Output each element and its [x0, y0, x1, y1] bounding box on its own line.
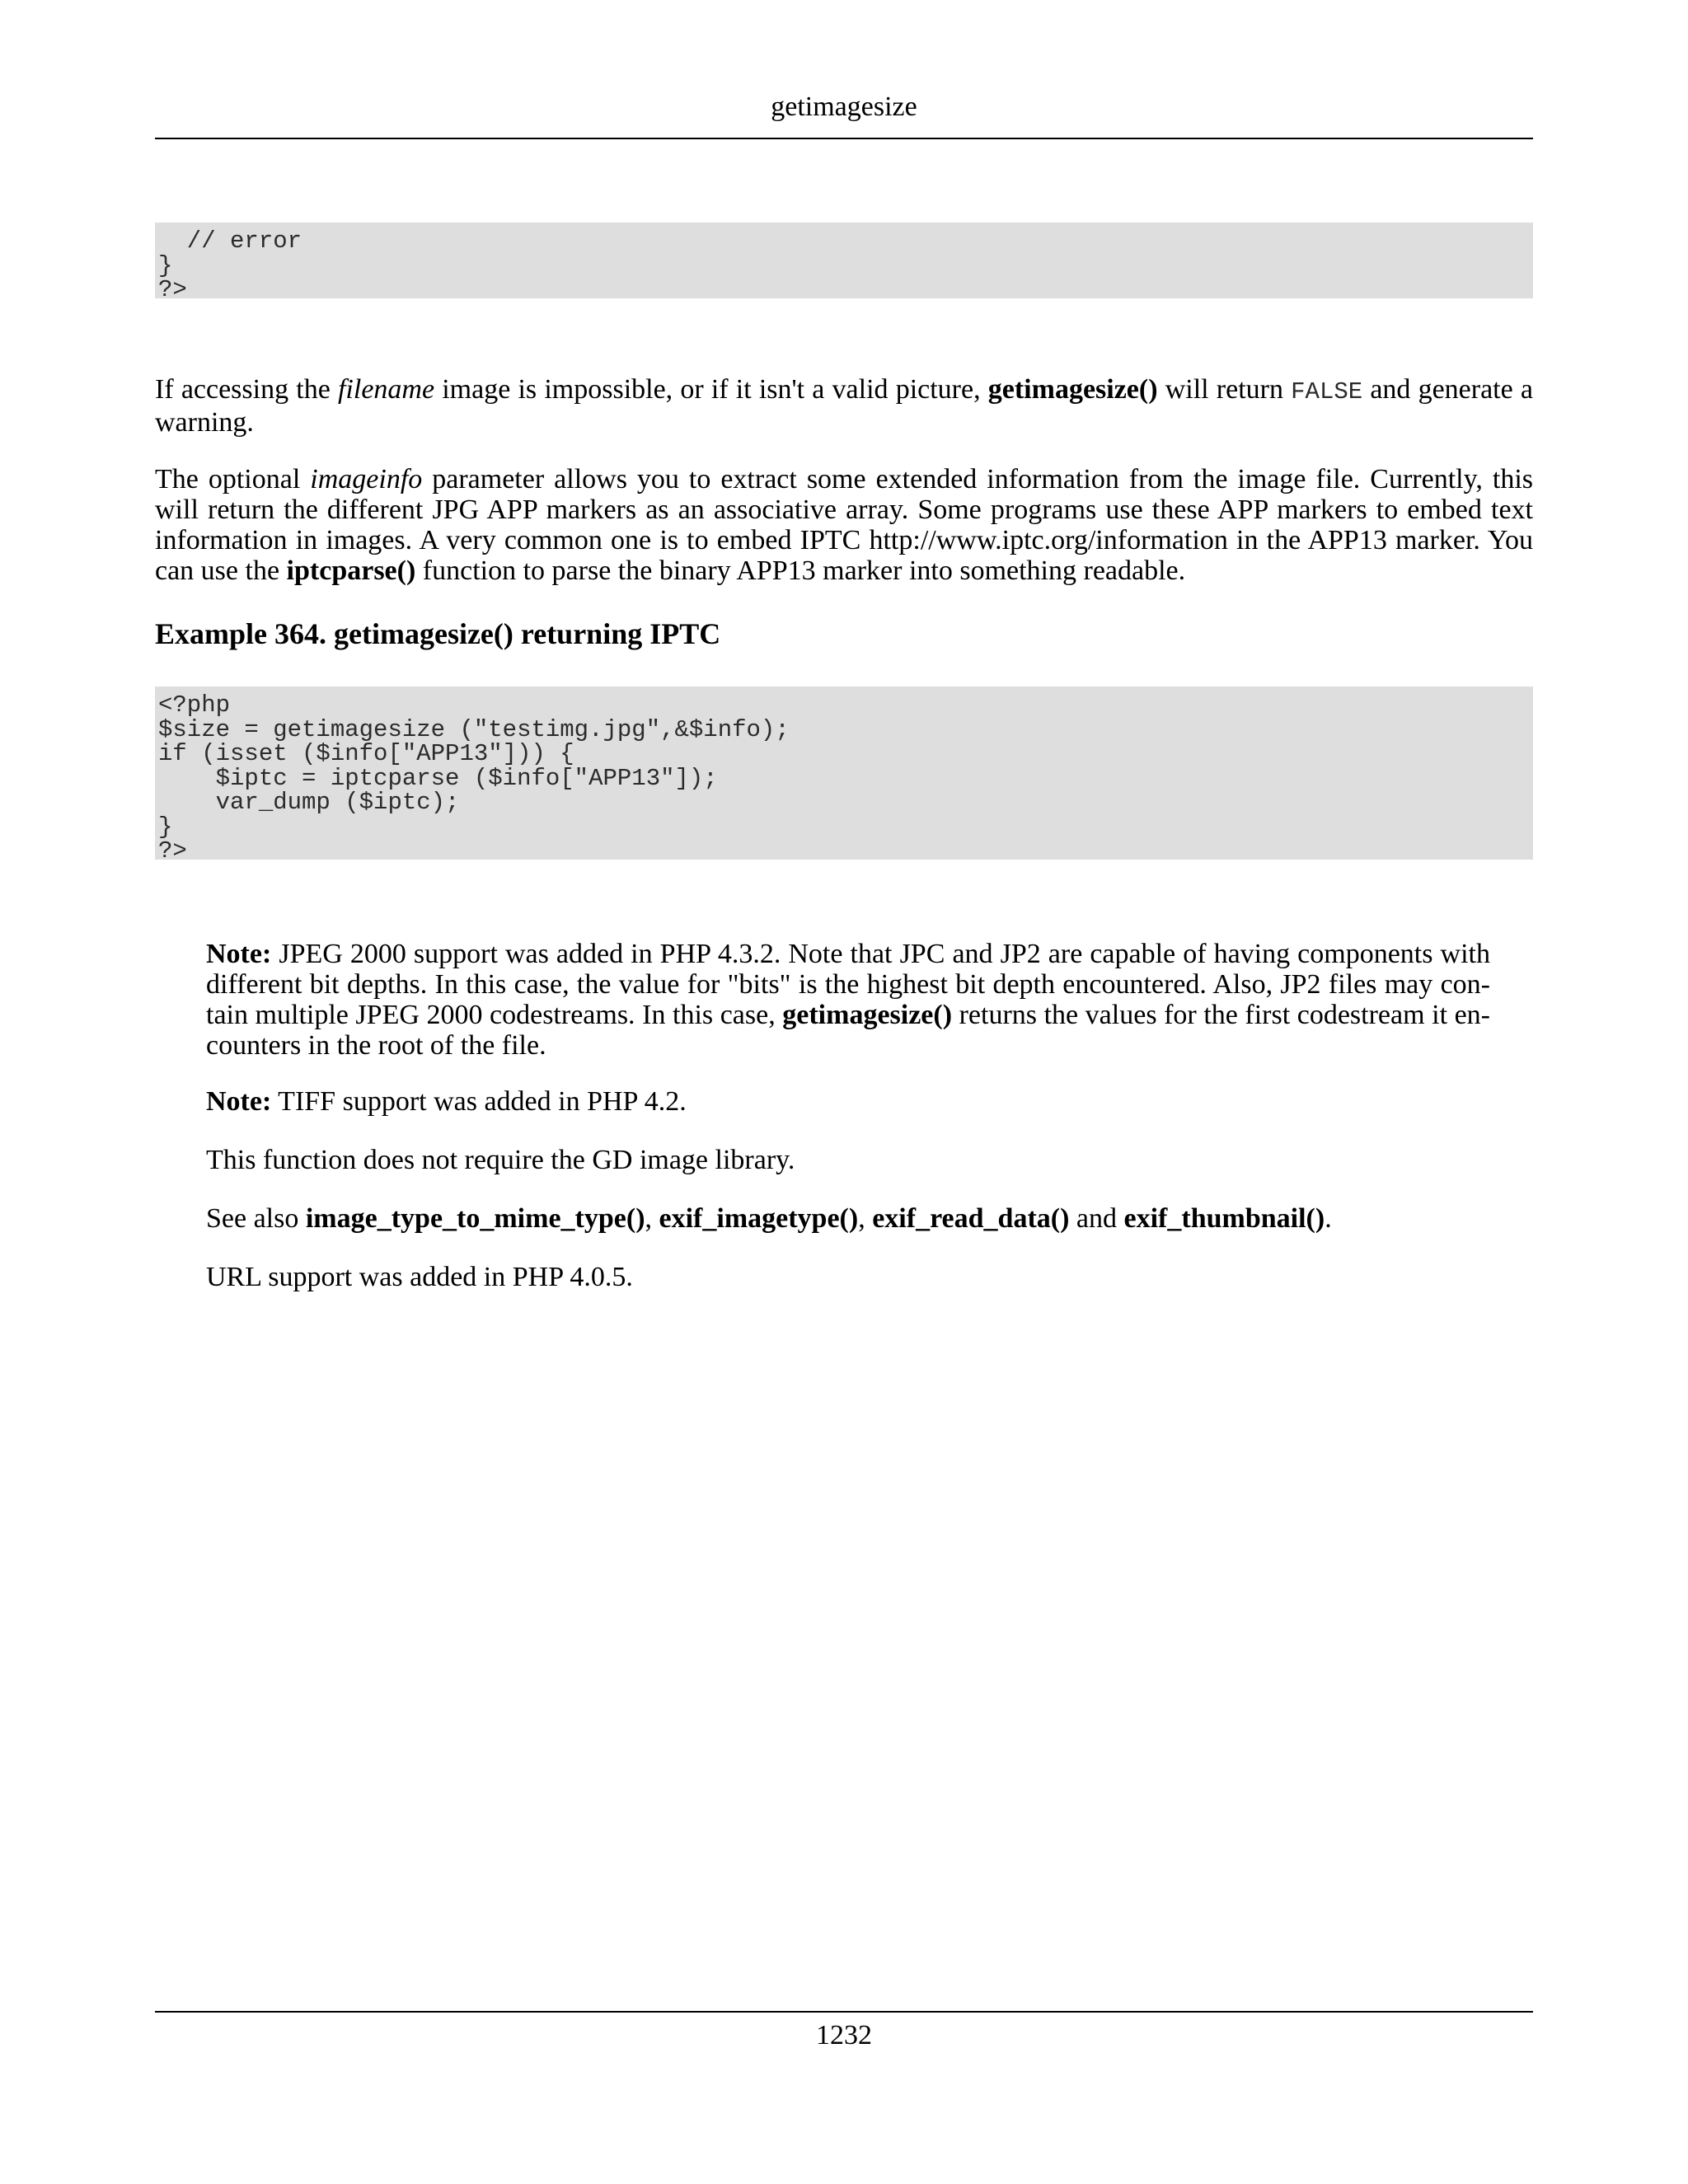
text-span: parameter allows you to extract some extended information from the image file. Currently, this will return the different JPG APP markers as an associative array. Some programs use these APP markers to embed text information in images. A very common one is to embed IPTC http://www.iptc.org/information in the APP13 marker. You can use the	[155, 464, 1533, 586]
text-span: returns the values for the first codestream it encounters in the root of the file.	[206, 1000, 1490, 1061]
code-block-error: // error } ?>	[155, 223, 1533, 298]
note-see-also	[206, 1203, 1490, 1234]
header-rule	[155, 138, 1533, 139]
constant-false: FALSE	[1291, 378, 1363, 405]
code-block-example: <?php $size = getimagesize ("testimg.jpg",&$info); if (isset ($info["APP13"])) { $iptc = iptcparse ($info["APP13"]); var_dump ($iptc); } ?>	[155, 687, 1533, 860]
paragraph-imageinfo	[155, 464, 1533, 586]
text-span: and generate a warning.	[155, 374, 1533, 438]
text-span: See also	[206, 1203, 306, 1234]
text-span: function to parse the binary APP13 marker into something readable.	[415, 555, 1186, 586]
function-iptcparse: iptcparse()	[286, 555, 416, 586]
text-span: image is impossible, or if it isn't a valid picture,	[434, 374, 988, 405]
text-span: The optional	[155, 464, 311, 494]
example-title: Example 364. getimagesize() returning IPTC	[155, 617, 721, 650]
page-number: 1232	[816, 2020, 872, 2050]
text-span: ,	[858, 1203, 873, 1234]
text-span: and	[1069, 1203, 1124, 1234]
link-image-type-to-mime-type: image_type_to_mime_type()	[305, 1203, 645, 1234]
param-filename: filename	[337, 374, 435, 405]
note-tiff	[206, 1086, 1490, 1117]
page-header: getimagesize	[771, 91, 917, 122]
param-imageinfo: imageinfo	[310, 464, 423, 494]
note-gd-library: This function does not require the GD image library.	[206, 1145, 795, 1175]
text-span: ,	[645, 1203, 659, 1234]
link-exif-read-data: exif_read_data()	[872, 1203, 1070, 1234]
text-span: .	[1325, 1203, 1332, 1234]
text-span: If accessing the	[155, 374, 338, 405]
note-label: Note:	[206, 1086, 272, 1117]
paragraph-return-value	[155, 374, 1533, 438]
function-getimagesize: getimagesize()	[782, 1000, 953, 1030]
link-exif-thumbnail: exif_thumbnail()	[1123, 1203, 1325, 1234]
note-url-support: URL support was added in PHP 4.0.5.	[206, 1262, 633, 1292]
text-span: TIFF support was added in PHP 4.2.	[271, 1086, 687, 1117]
text-span: will return	[1157, 374, 1292, 405]
function-getimagesize: getimagesize()	[987, 374, 1158, 405]
note-jpeg2000	[206, 939, 1490, 1061]
text-span: JPEG 2000 support was added in PHP 4.3.2. Note that JPC and JP2 are capable of having components with different bit depths. In this case, the value for "bits" is the highest bit depth encountered. Also, JP2 files may contain multiple JPEG 2000 codestreams. In this case,	[206, 939, 1490, 1030]
note-label: Note:	[206, 939, 272, 969]
footer-rule	[155, 2011, 1533, 2013]
link-exif-imagetype: exif_imagetype()	[659, 1203, 859, 1234]
